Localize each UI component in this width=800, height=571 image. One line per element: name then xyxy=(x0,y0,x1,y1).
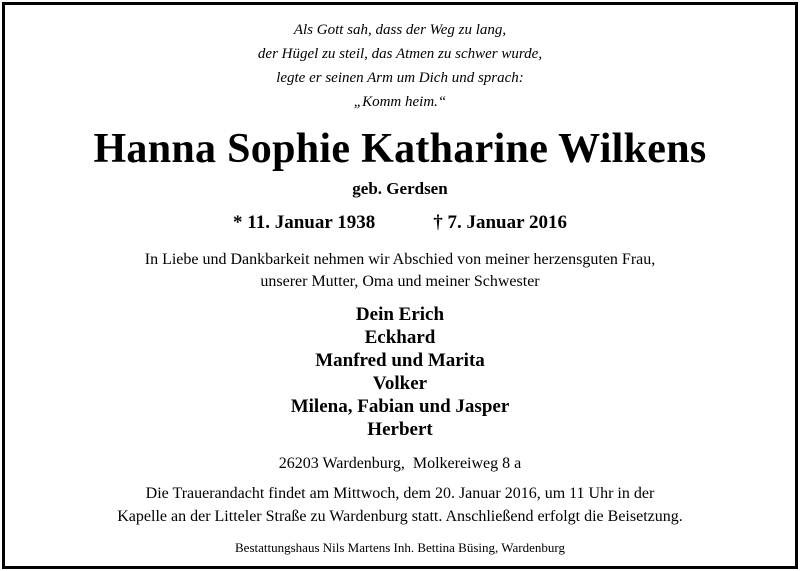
family-member: Dein Erich xyxy=(355,304,445,325)
address: 26203 Wardenburg, Molkereiweg 8 a xyxy=(278,455,522,472)
death-date: † 7. Januar 2016 xyxy=(433,212,567,233)
family-member: Milena, Fabian und Jasper xyxy=(290,396,510,417)
poem-line: Als Gott sah, dass der Weg zu lang, xyxy=(293,22,507,38)
service-info-line: Die Trauerandacht findet am Mittwoch, dem 20. Januar 2016, um 11 Uhr in der xyxy=(145,485,655,502)
intro-line: unserer Mutter, Oma und meiner Schwester xyxy=(260,273,540,290)
poem-line: der Hügel zu steil, das Atmen zu schwer wurde, xyxy=(257,46,543,62)
obituary-notice xyxy=(2,2,798,569)
family-member: Eckhard xyxy=(364,327,436,348)
intro-line: In Liebe und Dankbarkeit nehmen wir Abschied von meiner herzensguten Frau, xyxy=(144,251,656,268)
life-dates xyxy=(5,212,795,234)
deceased-name: Hanna Sophie Katharine Wilkens xyxy=(93,126,707,172)
funeral-home: Bestattungshaus Nils Martens Inh. Bettina Büsing, Wardenburg xyxy=(235,540,565,555)
poem-line: legte er seinen Arm um Dich und sprach: xyxy=(276,70,524,86)
birth-name: geb. Gerdsen xyxy=(352,179,448,198)
service-info-line: Kapelle an der Litteler Straße zu Wardenburg statt. Anschließend erfolgt die Beisetzung. xyxy=(117,508,683,525)
family-member: Manfred und Marita xyxy=(315,350,485,371)
birth-date: * 11. Januar 1938 xyxy=(233,212,376,233)
family-member: Volker xyxy=(372,373,428,394)
family-member: Herbert xyxy=(367,419,433,440)
poem-line: „Komm heim.“ xyxy=(353,94,447,110)
